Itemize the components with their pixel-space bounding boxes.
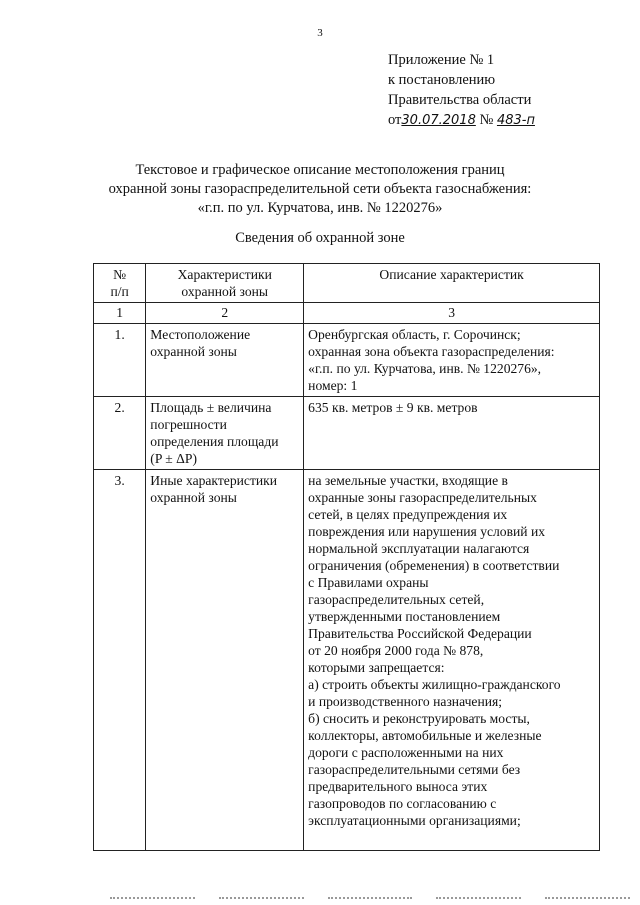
page-number: 3 [317, 27, 323, 39]
row-number: 2. [94, 397, 146, 470]
section-subtitle: Сведения об охранной зоне [235, 230, 405, 246]
row-description: 635 кв. метров ± 9 кв. метров [304, 397, 600, 470]
row-description: на земельные участки, входящие в охранные зоны газораспределительных сетей, в целях предупреждения их повреждения или нарушения условий их нормальной эксплуатации налагаются ограничения (обременения) в соответствии с Правилами охраны газораспределительных сетей, утвержденными постановлением Правительства Российской Федерации от 20 ноября 2000 года № 878, которыми запрещается: а) строить объекты жилищно-гражданского и производственного назначения; б) сносить и реконструировать мосты, коллекторы, автомобильные и железные дороги с расположенными на них газораспределительными сетями без предварительного выноса этих газопроводов по согласованию с эксплуатационными организациями; [304, 470, 600, 851]
number-prefix: № [479, 112, 494, 128]
table-row [94, 470, 600, 851]
header-characteristics: Характеристики охранной зоны [146, 264, 304, 303]
table-column-number-row [94, 303, 600, 324]
column-index-3: 3 [304, 303, 600, 324]
column-index-1: 1 [94, 303, 146, 324]
title-line-2: охранной зоны газораспределительной сети объекта газоснабжения: [108, 181, 532, 197]
row-description: Оренбургская область, г. Сорочинск; охранная зона объекта газораспределения: «г.п. по ул. Курчатова, инв. № 1220276», номер: 1 [304, 324, 600, 397]
column-index-2: 2 [146, 303, 304, 324]
appendix-block [388, 50, 535, 131]
handwritten-number: 483-п [496, 113, 535, 128]
row-characteristic: Площадь ± величина погрешности определения площади (P ± ΔP) [146, 397, 304, 470]
appendix-line-2: к постановлению [388, 72, 496, 88]
row-characteristic: Местоположение охранной зоны [146, 324, 304, 397]
table-header-row [94, 264, 600, 303]
appendix-line-3: Правительства области [388, 92, 532, 108]
appendix-date-line [388, 110, 535, 131]
table-row [94, 324, 600, 397]
row-number: 3. [94, 470, 146, 851]
title-line-1: Текстовое и графическое описание местоположения границ [135, 162, 505, 178]
title-line-3: «г.п. по ул. Курчатова, инв. № 1220276» [197, 200, 443, 216]
row-characteristic: Иные характеристики охранной зоны [146, 470, 304, 851]
appendix-line-1: Приложение № 1 [388, 52, 495, 68]
row-number: 1. [94, 324, 146, 397]
table-row [94, 397, 600, 470]
document-title [0, 161, 640, 218]
date-prefix: от [388, 112, 402, 128]
zone-info-table [93, 263, 600, 851]
header-description: Описание характеристик [304, 264, 600, 303]
cut-off-text-line [110, 897, 630, 903]
handwritten-date: 30.07.2018 [401, 113, 476, 128]
header-number: № п/п [94, 264, 146, 303]
